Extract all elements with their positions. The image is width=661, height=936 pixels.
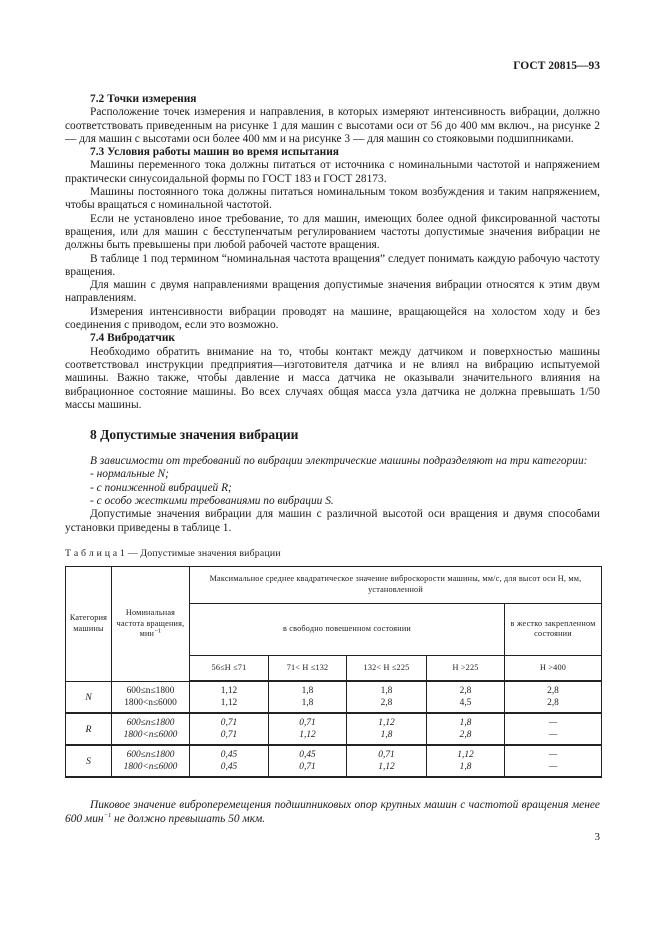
table-row-category-n bbox=[66, 681, 602, 713]
value-cell bbox=[269, 713, 347, 745]
table-header-row-1 bbox=[66, 566, 602, 603]
footnote-paragraph bbox=[65, 799, 600, 826]
list-item-category-s: - с особо жесткими требованиями по вибрации S. bbox=[90, 495, 334, 508]
value: 0,71 bbox=[378, 750, 395, 761]
col-header-h-gt-400: H >400 bbox=[505, 655, 602, 681]
value: 1,12 bbox=[457, 750, 474, 761]
value-cell bbox=[347, 745, 427, 777]
value: 0,45 bbox=[220, 762, 238, 773]
frequency-header-sup: −1 bbox=[154, 627, 162, 635]
list-item-category-n: - нормальные N; bbox=[90, 468, 169, 481]
paragraph-7-3-3: Если не установлено иное требование, то для машин, имеющих более одной фиксированной частоты вращения, или для машин с бесступенчатым регулированием частоты допустимые значения вибрации не должны быть превышены при любой рабочей частоте вращения. bbox=[65, 212, 600, 252]
value: 2,8 bbox=[459, 730, 472, 741]
paragraph-7-3-1: Машины переменного тока должны питаться от источника с номинальными частотой и напряжением практически синусоидальной формы по ГОСТ 183 и ГОСТ 28173. bbox=[65, 159, 600, 185]
col-header-h-56-71: 56≤H ≤71 bbox=[190, 655, 269, 681]
value: 0,71 bbox=[220, 730, 238, 741]
table-caption: Т а б л и ц а 1 — Допустимые значения вибрации bbox=[65, 547, 281, 559]
value: 2,8 bbox=[380, 698, 393, 709]
value-cell bbox=[347, 681, 427, 713]
value: 4,5 bbox=[459, 698, 472, 709]
paragraph-7-2-1: Расположение точек измерения и направления, в которых измеряют интенсивность вибрации, должно соответствовать приведенным на рисунке 1 для машин с высотами оси от 56 до 400 мм включ., на рисунке 2 — для машин с высотами оси более 400 мм и на рисунке 3 — для машин со стояковыми подшипниками. bbox=[65, 106, 600, 145]
footnote-text: Пиковое значение виброперемещения подшипниковых опор крупных машин с частотой вращения менее 600 мин bbox=[65, 799, 600, 825]
value: 1,12 bbox=[378, 762, 395, 773]
value: 2,8 bbox=[547, 686, 559, 697]
value-cell bbox=[347, 713, 427, 745]
col-header-free-suspended: в свободно повешенном состоянии bbox=[190, 603, 505, 655]
value: 0,71 bbox=[220, 718, 238, 729]
category-cell: R bbox=[66, 713, 112, 745]
value: 0,45 bbox=[299, 750, 316, 761]
value-cell bbox=[269, 681, 347, 713]
value-cell bbox=[427, 745, 505, 777]
paragraph-8-1: В зависимости от требований по вибрации электрические машины подразделяют на три категории: bbox=[90, 455, 588, 468]
col-header-h-gt-225: H >225 bbox=[427, 655, 505, 681]
heading-8: 8 Допустимые значения вибрации bbox=[90, 427, 299, 443]
value: 1,12 bbox=[299, 730, 316, 741]
frequency-range: 1800<n≤6000 bbox=[123, 730, 178, 741]
footnote-text-end: не должно превышать 50 мкм. bbox=[111, 812, 266, 825]
heading-7-3: 7.3 Условия работы машин во время испытания bbox=[90, 146, 339, 159]
table-row-category-s bbox=[66, 745, 602, 777]
value: 1,8 bbox=[380, 730, 393, 741]
frequency-cell bbox=[112, 681, 190, 713]
paragraph-8-2: Допустимые значения вибрации для машин с различной высотой оси вращения и двумя способами установки приведены в таблице 1. bbox=[65, 508, 600, 534]
value: — bbox=[548, 730, 558, 741]
value: 1,12 bbox=[378, 718, 395, 729]
col-header-rigid-mounted: в жестко закрепленном состоянии bbox=[505, 603, 602, 655]
col-header-h-71-132: 71< H ≤132 bbox=[269, 655, 347, 681]
frequency-cell bbox=[112, 745, 190, 777]
paragraph-7-3-2: Машины постоянного тока должны питаться номинальным током возбуждения и таким напряжением, чтобы вращаться с номинальной частотой. bbox=[65, 186, 600, 212]
value: 0,71 bbox=[299, 762, 316, 773]
col-header-main-span: Максимальное среднее квадратическое значение виброскорости машины, мм/с, для высот оси H, мм, установленной bbox=[190, 566, 602, 603]
value-cell bbox=[505, 681, 602, 713]
value: 0,45 bbox=[220, 750, 238, 761]
value-cell bbox=[505, 713, 602, 745]
frequency-range: 600≤n≤1800 bbox=[126, 718, 175, 729]
frequency-range: 600≤n≤1800 bbox=[126, 686, 175, 697]
heading-7-4: 7.4 Вибродатчик bbox=[90, 332, 175, 345]
value: 2,8 bbox=[547, 698, 559, 709]
value-cell bbox=[190, 681, 269, 713]
value: 1,8 bbox=[459, 762, 472, 773]
value: 2,8 bbox=[459, 686, 472, 697]
value: 1,8 bbox=[459, 718, 472, 729]
frequency-range: 600≤n≤1800 bbox=[126, 750, 175, 761]
value: 1,8 bbox=[380, 686, 393, 697]
paragraph-7-3-5: Для машин с двумя направлениями вращения допустимые значения вибрации относятся к этим двум направлениям. bbox=[65, 279, 600, 305]
col-header-frequency bbox=[112, 566, 190, 681]
value-cell bbox=[269, 745, 347, 777]
category-cell: N bbox=[66, 681, 112, 713]
paragraph-7-3-6: Измерения интенсивности вибрации проводят на машине, вращающейся на холостом ходу и без соединения с приводом, если это возможно. bbox=[65, 305, 600, 332]
value: 1,12 bbox=[220, 686, 238, 697]
value: 1,8 bbox=[301, 686, 314, 697]
value: — bbox=[548, 750, 558, 761]
category-cell: S bbox=[66, 745, 112, 777]
frequency-range: 1800<n≤6000 bbox=[124, 698, 177, 709]
value-cell bbox=[505, 745, 602, 777]
value: 1,8 bbox=[301, 698, 314, 709]
list-item-category-r: - с пониженной вибрацией R; bbox=[90, 481, 232, 494]
value-cell bbox=[427, 713, 505, 745]
paragraph-7-4-1: Необходимо обратить внимание на то, чтобы контакт между датчиком и поверхностью машины соответствовал инструкции предприятия—изготовителя датчика и не влиял на вибрацию испытуемой машины. Важно также, чтобы давление и масса датчика не оказывали значительного влияния на вибрационное состояние машины. Во всех случаях общая масса узла датчика не должна превышать 1/50 массы машины. bbox=[65, 345, 600, 411]
value: — bbox=[548, 762, 558, 773]
doc-code: ГОСТ 20815—93 bbox=[513, 60, 600, 72]
frequency-cell bbox=[112, 713, 190, 745]
vibration-values-table bbox=[65, 566, 602, 779]
col-header-category: Категория машины bbox=[66, 566, 112, 681]
value-cell bbox=[427, 681, 505, 713]
value: 0,71 bbox=[299, 718, 316, 729]
frequency-header-text: Номинальная частота вращения, мин bbox=[116, 608, 185, 639]
heading-7-2: 7.2 Точки измерения bbox=[90, 93, 197, 105]
col-header-h-132-225: 132< H ≤225 bbox=[347, 655, 427, 681]
footnote-sup: −1 bbox=[103, 812, 112, 820]
frequency-range: 1800<n≤6000 bbox=[123, 762, 178, 773]
value: — bbox=[548, 718, 558, 729]
value-cell bbox=[190, 713, 269, 745]
table-row-category-r bbox=[66, 713, 602, 745]
page-number: 3 bbox=[594, 831, 600, 844]
value-cell bbox=[190, 745, 269, 777]
paragraph-7-3-4: В таблице 1 под термином “номинальная частота вращения” следует понимать каждую рабочую частоту вращения. bbox=[65, 252, 600, 278]
value: 1,12 bbox=[220, 698, 238, 709]
